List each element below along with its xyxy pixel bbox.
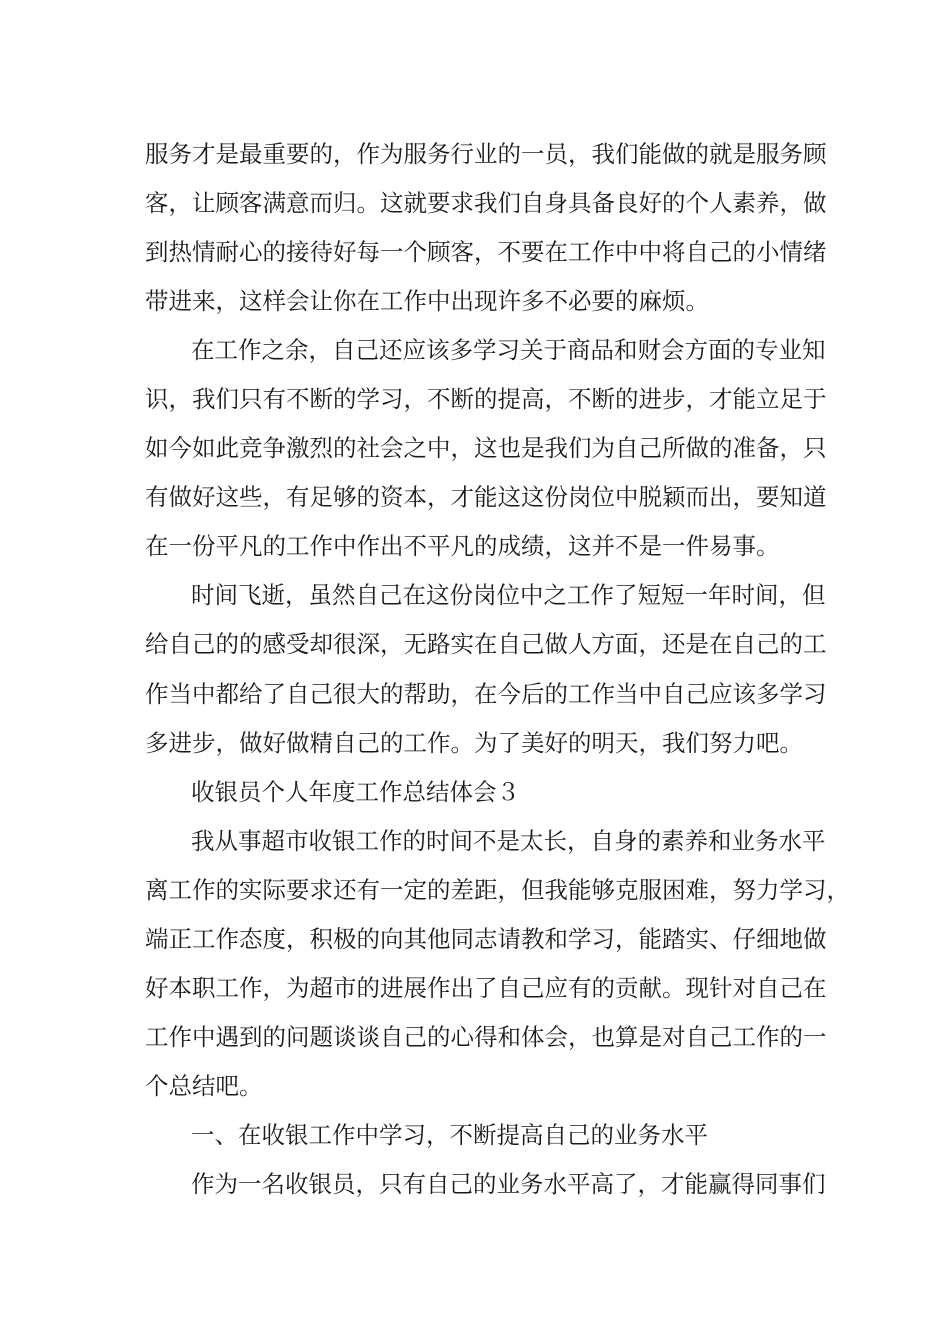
text-line: 带进来，这样会让你在工作中出现许多不必要的麻烦。 xyxy=(145,287,709,316)
text-line: 离工作的实际要求还有一定的差距，但我能够克服困难，努力学习， xyxy=(145,875,850,904)
text-line: 工作中遇到的问题谈谈自己的心得和体会，也算是对自己工作的一 xyxy=(145,1022,827,1051)
text-line: 服务才是最重要的，作为服务行业的一员，我们能做的就是服务顾 xyxy=(145,140,827,168)
text-line: 多进步，做好做精自己的工作。为了美好的明天，我们努力吧。 xyxy=(145,728,803,757)
text-line: 端正工作态度，积极的向其他同志请教和学习，能踏实、仔细地做 xyxy=(145,924,827,953)
paragraph-first-line: 在工作之余，自己还应该多学习关于商品和财会方面的专业知 xyxy=(191,336,826,365)
text-line: 给自己的的感受却很深，无路实在自己做人方面，还是在自己的工 xyxy=(145,630,827,659)
text-line: 有做好这些，有足够的资本，才能这这份岗位中脱颖而出，要知道 xyxy=(145,483,827,512)
paragraph-first-line: 作为一名收银员，只有自己的业务水平高了，才能赢得同事们 xyxy=(191,1169,826,1198)
text-line: 个总结吧。 xyxy=(145,1071,263,1100)
text-line: 作当中都给了自己很大的帮助，在今后的工作当中自己应该多学习 xyxy=(145,679,827,708)
section-title: 收银员个人年度工作总结体会３ xyxy=(191,777,520,806)
paragraph-first-line: 时间飞逝，虽然自己在这份岗位中之工作了短短一年时间，但 xyxy=(191,581,826,610)
text-line: 好本职工作，为超市的进展作出了自己应有的贡献。现针对自己在 xyxy=(145,973,827,1002)
subsection-heading: 一、在收银工作中学习，不断提高自己的业务水平 xyxy=(191,1120,708,1149)
text-line: 客，让顾客满意而归。这就要求我们自身具备良好的个人素养，做 xyxy=(145,189,827,218)
text-line: 识，我们只有不断的学习，不断的提高，不断的进步，才能立足于 xyxy=(145,385,827,414)
text-line: 在一份平凡的工作中作出不平凡的成绩，这并不是一件易事。 xyxy=(145,532,780,561)
document-body xyxy=(145,130,850,1209)
text-line: 如今如此竞争激烈的社会之中，这也是我们为自己所做的准备，只 xyxy=(145,434,827,463)
paragraph-first-line: 我从事超市收银工作的时间不是太长，自身的素养和业务水平 xyxy=(191,826,826,855)
text-line: 到热情耐心的接待好每一个顾客，不要在工作中中将自己的小情绪 xyxy=(145,238,827,267)
